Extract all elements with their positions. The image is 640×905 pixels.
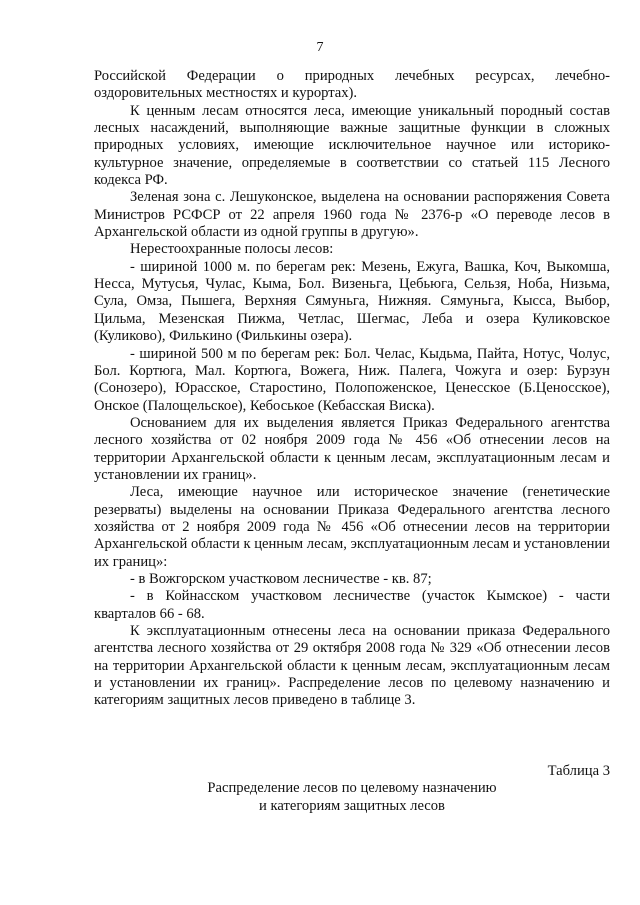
paragraph: - шириной 1000 м. по берегам рек: Мезень, Ежуга, Вашка, Коч, Выкомша, Несса, Мутусья, Чулас, Кыма, Бол. Визеньга, Цебьюга, Сельзя, Ноба, Низьма, Сула, Омза, Пышега, Верхняя Сямуньга, Нижняя. Сямуньга, Кысса, Выбор, Цильма, Мезенская Пижма, Четлас, Шегмас, Леба и озера Куликовское (Куликово), Филькино (Филькины озера). (94, 258, 610, 345)
table-title (94, 779, 610, 815)
table-title-line: Распределение лесов по целевому назначению (207, 780, 497, 796)
body-text (94, 68, 610, 710)
table-label: Таблица 3 (547, 763, 610, 779)
paragraph: - шириной 500 м по берегам рек: Бол. Челас, Кыдьма, Пайта, Нотус, Чолус, Бол. Кортюга, Мал. Кортюга, Вожега, Ниж. Палега, Чожуга и озер: Бурзун (Сонозеро), Юрасское, Старостино, Полопоженское, Ценесское (Б.Ценосское), Онское (Палощельское), Кебоськое (Кебасская Виска). (94, 345, 610, 414)
paragraph: - в Койнасском участковом лесничестве (участок Кымское) - части кварталов 66 - 68. (94, 588, 610, 622)
paragraph: Зеленая зона с. Лешуконское, выделена на основании распоряжения Совета Министров РСФСР от 22 апреля 1960 года № 2376-р «О переводе лесов в Архангельской области из одной группы в другую». (94, 189, 610, 241)
paragraph: Основанием для их выделения является Приказ Федерального агентства лесного хозяйства от 02 ноября 2009 года № 456 «Об отнесении лесов на территории Архангельской области к ценным лесам, эксплуатационным лесам и установлении их границ». (94, 414, 610, 483)
table-title-line: и категориям защитных лесов (259, 798, 445, 814)
paragraph: Леса, имеющие научное или историческое значение (генетические резерваты) выделены на основании Приказа Федерального агентства лесного хозяйства от 2 ноября 2009 года № 456 «Об отнесении лесов на территории Архангельской области к ценным лесам, эксплуатационным лесам и установлении их границ»: (94, 484, 610, 570)
paragraph: К ценным лесам относятся леса, имеющие уникальный породный состав лесных насаждений, выполняющие важные защитные функции в сложных природных условиях, имеющие исключительное научное или историко-культурное значение, определяемые в соответствии со статьей 115 Лесного кодекса РФ. (94, 102, 610, 189)
paragraph: Российской Федерации о природных лечебных ресурсах, лечебно-оздоровительных местностях и курортах). (94, 68, 610, 102)
paragraph: - в Вожгорском участковом лесничестве - кв. 87; (130, 570, 432, 587)
paragraph: Нерестоохранные полосы лесов: (130, 241, 334, 258)
paragraph: К эксплуатационным отнесены леса на основании приказа Федерального агентства лесного хозяйства от 29 октября 2008 года № 329 «Об отнесении лесов на территории Архангельской области к ценным лесам, эксплуатационным лесам и установлении их границ». Распределение лесов по целевому назначению и категориям защитных лесов приведено в таблице 3. (94, 623, 610, 709)
page-number: 7 (316, 40, 324, 55)
